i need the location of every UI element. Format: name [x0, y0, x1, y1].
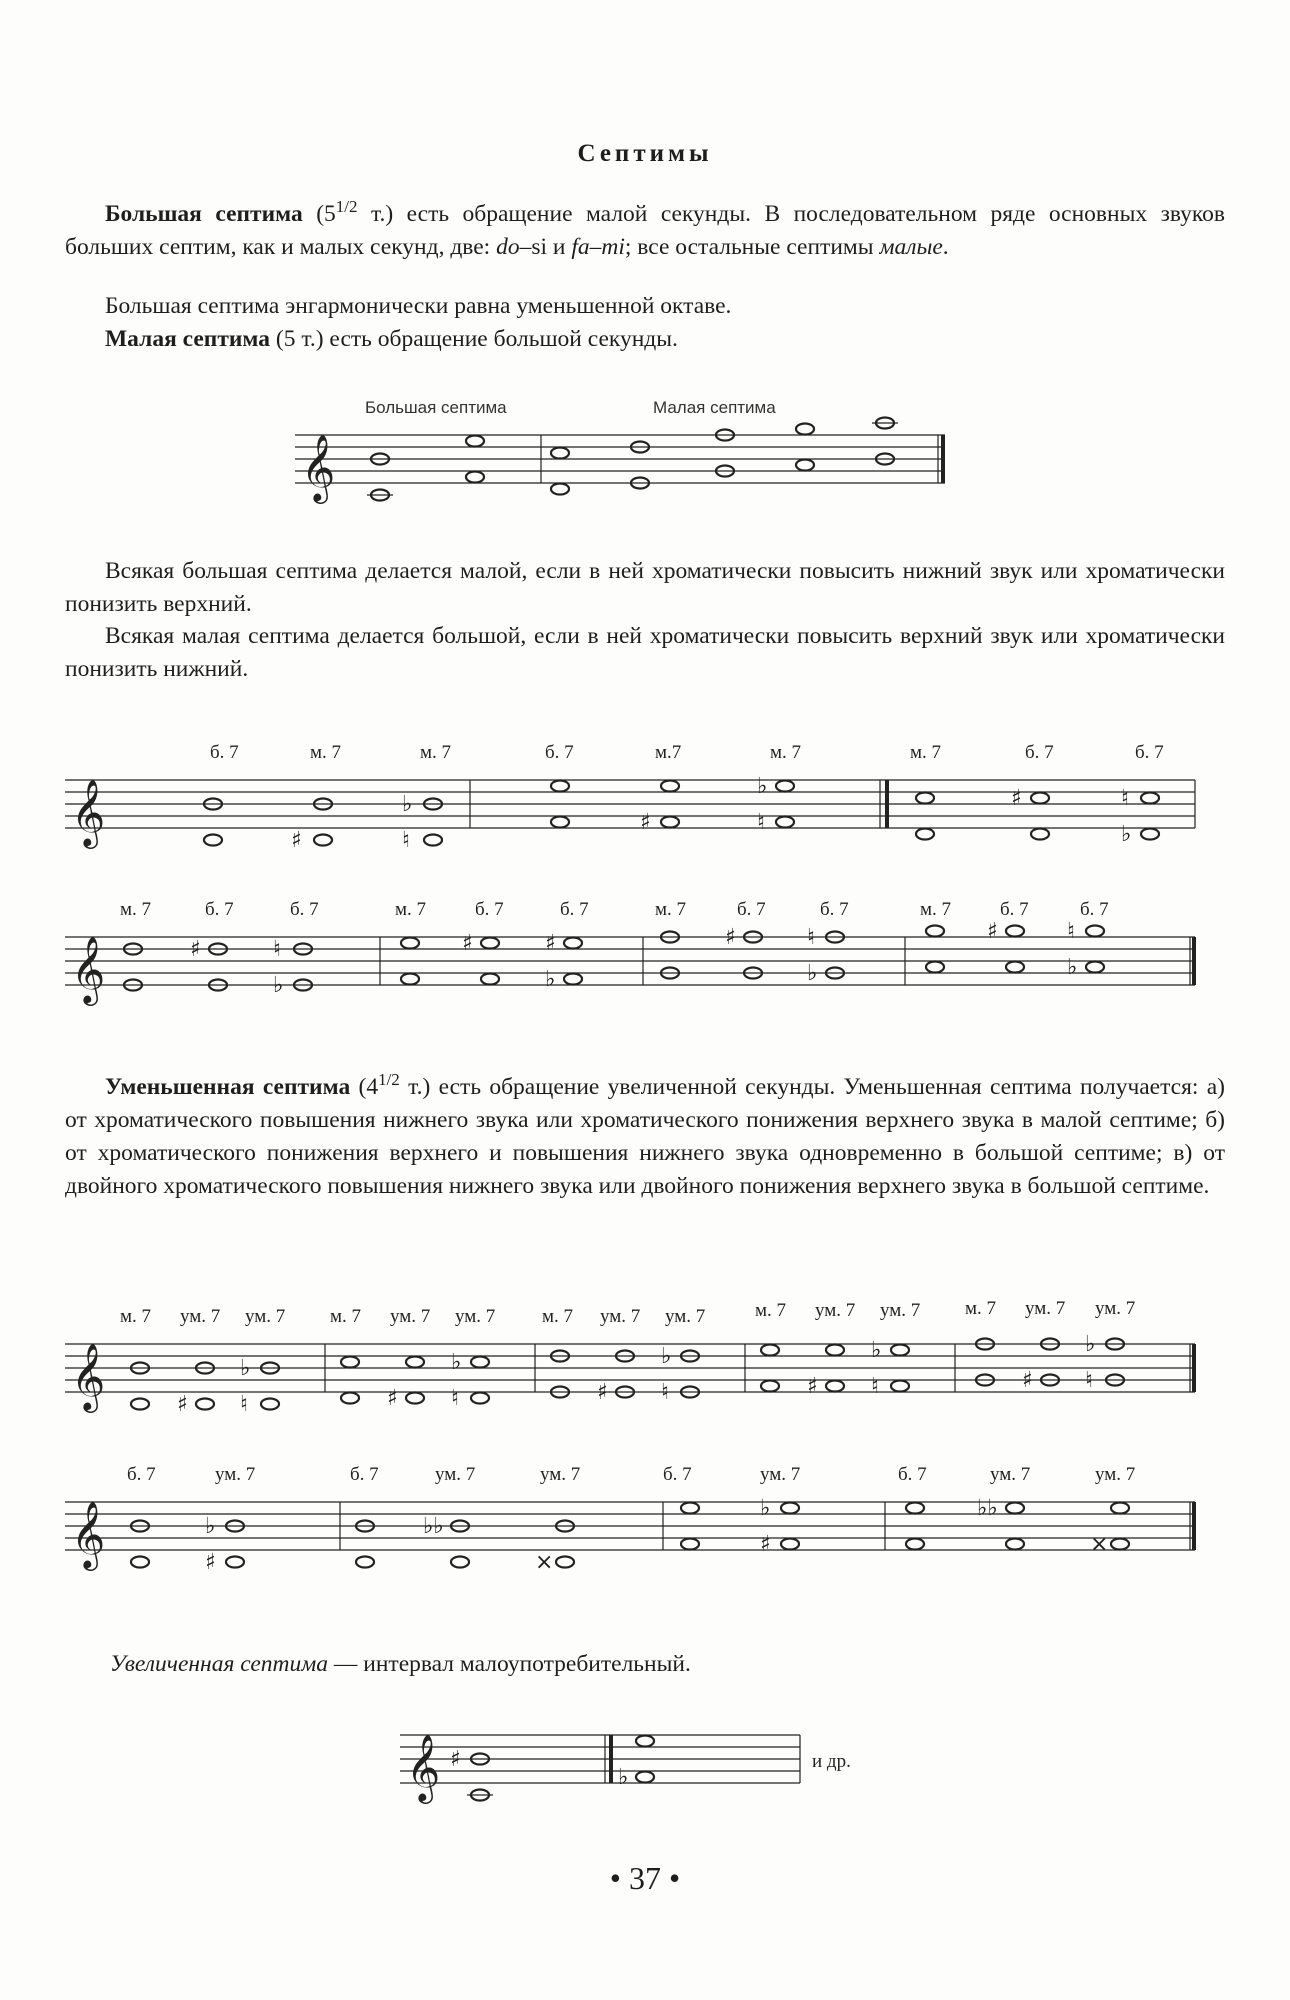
- interval-label: б. 7: [290, 899, 319, 920]
- svg-text:♭: ♭: [402, 792, 413, 817]
- size-close: т.): [399, 1073, 431, 1100]
- svg-text:♭: ♭: [760, 1496, 771, 1521]
- interval-label: б. 7: [545, 742, 574, 763]
- interval-label: ум. 7: [180, 1306, 221, 1327]
- svg-text:♭: ♭: [661, 1344, 672, 1369]
- treble-clef: 𝄞: [406, 1735, 441, 1800]
- text: — интервал малоупотребительный.: [328, 1651, 691, 1677]
- svg-text:♯: ♯: [450, 1747, 461, 1772]
- interval-label: ум. 7: [215, 1464, 256, 1485]
- interval-label: м. 7: [420, 742, 452, 763]
- svg-text:♯: ♯: [177, 1392, 188, 1417]
- svg-text:♯: ♯: [1011, 786, 1022, 811]
- interval-label: м.7: [655, 742, 682, 763]
- svg-text:♯: ♯: [725, 925, 736, 950]
- interval-label: м. 7: [965, 1298, 997, 1319]
- interval-label: б. 7: [1025, 742, 1054, 763]
- svg-text:♯: ♯: [545, 931, 556, 956]
- interval-labels: [210, 742, 1164, 763]
- note-mi: mi: [601, 233, 625, 260]
- svg-text:♭♭: ♭♭: [423, 1514, 444, 1539]
- interval-label: б. 7: [205, 899, 234, 920]
- size-fraction: 1/2: [335, 197, 358, 216]
- interval-label: б. 7: [1000, 899, 1029, 920]
- interval-label: м. 7: [910, 742, 942, 763]
- text: –si и: [519, 233, 572, 260]
- svg-text:♯: ♯: [291, 828, 302, 853]
- svg-text:♭: ♭: [240, 1356, 251, 1381]
- size-open: (4: [358, 1073, 379, 1100]
- interval-label: ум. 7: [600, 1306, 641, 1327]
- svg-text:×: ×: [535, 1550, 554, 1575]
- interval-label: ум. 7: [1095, 1298, 1136, 1319]
- svg-text:♭: ♭: [545, 967, 556, 992]
- treble-clef: 𝄞: [71, 1344, 106, 1409]
- text: есть обращение увеличенной секунды. Уменьшенная септима получается: а) от хроматического повышения нижнего звука или хроматического понижения верхнего звука в малой септиме; б) от хроматического понижения верхнего и повышения нижнего звука одновременно в большой септиме; в) от двойного хроматического повышения нижнего звука или двойного понижения верхнего звука в большой септиме.: [65, 1073, 1225, 1199]
- interval-label: ум. 7: [1025, 1298, 1066, 1319]
- paragraph-diminished-seventh: [65, 1063, 1225, 1203]
- term-major-seventh: Большая септима: [105, 200, 303, 227]
- treble-clef: 𝄞: [71, 937, 106, 1002]
- interval-label: м. 7: [770, 742, 802, 763]
- text: есть обращение малой секунды. В последовательном ряде основных звуков больших септим, как и малых секунд, две:: [65, 200, 1225, 260]
- example-3-staff-1: [65, 1298, 1205, 1417]
- term-augmented-seventh: Увеличенная септима: [110, 1651, 329, 1677]
- svg-text:♭: ♭: [618, 1765, 629, 1790]
- svg-text:♭: ♭: [451, 1350, 462, 1375]
- interval-label: ум. 7: [390, 1306, 431, 1327]
- interval-label: б. 7: [820, 899, 849, 920]
- svg-text:♮: ♮: [1121, 786, 1129, 811]
- interval-label: м. 7: [920, 899, 952, 920]
- svg-text:♭: ♭: [205, 1514, 216, 1539]
- text: ; все остальные септимы: [624, 233, 880, 260]
- interval-label: ум. 7: [665, 1306, 706, 1327]
- interval-label: б. 7: [475, 899, 504, 920]
- interval-label: ум. 7: [990, 1464, 1031, 1485]
- paragraph-augmented-seventh: [110, 1648, 1210, 1681]
- text: –: [589, 233, 602, 260]
- svg-text:♯: ♯: [640, 810, 651, 835]
- paragraph-major-seventh: [65, 190, 1225, 264]
- interval-label: м. 7: [542, 1306, 574, 1327]
- interval-label: б. 7: [560, 899, 589, 920]
- interval-label: б. 7: [737, 899, 766, 920]
- interval-label: ум. 7: [1095, 1464, 1136, 1485]
- interval-label: м. 7: [310, 742, 342, 763]
- interval-label: б. 7: [898, 1464, 927, 1485]
- label-minor-seventh: Малая септима: [653, 398, 776, 417]
- svg-text:♯: ♯: [807, 1374, 818, 1399]
- size-open: (5: [316, 200, 336, 227]
- interval-label: б. 7: [127, 1464, 156, 1485]
- svg-text:♭: ♭: [1067, 955, 1078, 980]
- paragraph-minor-to-major: Всякая малая септима делается большой, если в ней хроматически повысить верхний звук или хроматически понизить нижний.: [65, 623, 1225, 682]
- svg-text:♭: ♭: [807, 961, 818, 986]
- interval-label: м. 7: [395, 899, 427, 920]
- example-4-staff: [400, 1705, 880, 1815]
- interval-label: б. 7: [1135, 742, 1164, 763]
- interval-label: ум. 7: [760, 1464, 801, 1485]
- interval-label: ум. 7: [245, 1306, 286, 1327]
- page-number: • 37 •: [609, 1860, 681, 1896]
- etc-label: и др.: [812, 1751, 851, 1772]
- svg-text:♮: ♮: [451, 1386, 459, 1411]
- term-minor-seventh: Малая септима: [105, 326, 271, 352]
- svg-text:♭: ♭: [871, 1338, 882, 1363]
- example-3-staff-2: [65, 1460, 1205, 1575]
- example-2-staff-1: [65, 738, 1205, 853]
- text: (5 т.) есть обращение большой секунды.: [270, 326, 678, 352]
- label-major-seventh: Большая септима: [365, 398, 507, 417]
- note-do: do: [496, 233, 520, 260]
- interval-label: м. 7: [755, 1300, 787, 1321]
- term-diminished-seventh: Уменьшенная септима: [105, 1073, 351, 1100]
- svg-text:×: ×: [1090, 1532, 1109, 1557]
- interval-label: ум. 7: [435, 1464, 476, 1485]
- svg-text:♯: ♯: [387, 1386, 398, 1411]
- interval-label: б. 7: [210, 742, 239, 763]
- svg-text:♮: ♮: [273, 937, 281, 962]
- minor-word: малые: [879, 233, 943, 260]
- size-close: т.): [357, 200, 394, 227]
- interval-label: б. 7: [350, 1464, 379, 1485]
- svg-text:♯: ♯: [190, 937, 201, 962]
- svg-text:♯: ♯: [760, 1532, 771, 1557]
- paragraph-enharmonic: Большая септима энгармонически равна уменьшенной октаве.: [105, 293, 732, 319]
- svg-text:♭: ♭: [757, 774, 768, 799]
- interval-label: ум. 7: [540, 1464, 581, 1485]
- interval-label: б. 7: [663, 1464, 692, 1485]
- svg-text:♭: ♭: [273, 973, 284, 998]
- interval-label: м. 7: [655, 899, 687, 920]
- note-fa: fa: [571, 233, 590, 260]
- svg-text:♮: ♮: [1085, 1368, 1093, 1393]
- svg-text:♮: ♮: [871, 1374, 879, 1399]
- svg-text:♮: ♮: [1067, 919, 1075, 944]
- example-1-staff: [295, 395, 955, 510]
- svg-text:♮: ♮: [240, 1392, 248, 1417]
- svg-text:♮: ♮: [402, 828, 410, 853]
- interval-label: ум. 7: [455, 1306, 496, 1327]
- paragraph-minor-seventh: [65, 323, 1225, 356]
- svg-text:♮: ♮: [807, 925, 815, 950]
- section-title: Септимы: [577, 140, 713, 167]
- svg-text:♯: ♯: [597, 1380, 608, 1405]
- svg-text:♮: ♮: [661, 1380, 669, 1405]
- svg-text:♯: ♯: [205, 1550, 216, 1575]
- size-fraction: 1/2: [378, 1070, 400, 1089]
- paragraph-major-to-minor: Всякая большая септима делается малой, если в ней хроматически повысить нижний звук или хроматически понизить верхний.: [65, 558, 1225, 617]
- svg-text:♯: ♯: [462, 931, 473, 956]
- interval-label: м. 7: [120, 899, 152, 920]
- interval-label: ум. 7: [815, 1300, 856, 1321]
- svg-text:♯: ♯: [1022, 1368, 1033, 1393]
- svg-text:♭: ♭: [1085, 1332, 1096, 1357]
- svg-text:♯: ♯: [987, 919, 998, 944]
- interval-label: м. 7: [120, 1306, 152, 1327]
- treble-clef: 𝄞: [301, 435, 336, 500]
- svg-text:♭♭: ♭♭: [977, 1496, 998, 1521]
- example-2-staff-2: [65, 895, 1205, 1005]
- interval-label: м. 7: [330, 1306, 362, 1327]
- interval-label: ум. 7: [880, 1300, 921, 1321]
- interval-label: б. 7: [1080, 899, 1109, 920]
- treble-clef: 𝄞: [71, 1502, 106, 1567]
- text: .: [942, 233, 949, 260]
- treble-clef: 𝄞: [71, 780, 106, 845]
- svg-text:♮: ♮: [757, 810, 765, 835]
- svg-text:♭: ♭: [1121, 822, 1132, 847]
